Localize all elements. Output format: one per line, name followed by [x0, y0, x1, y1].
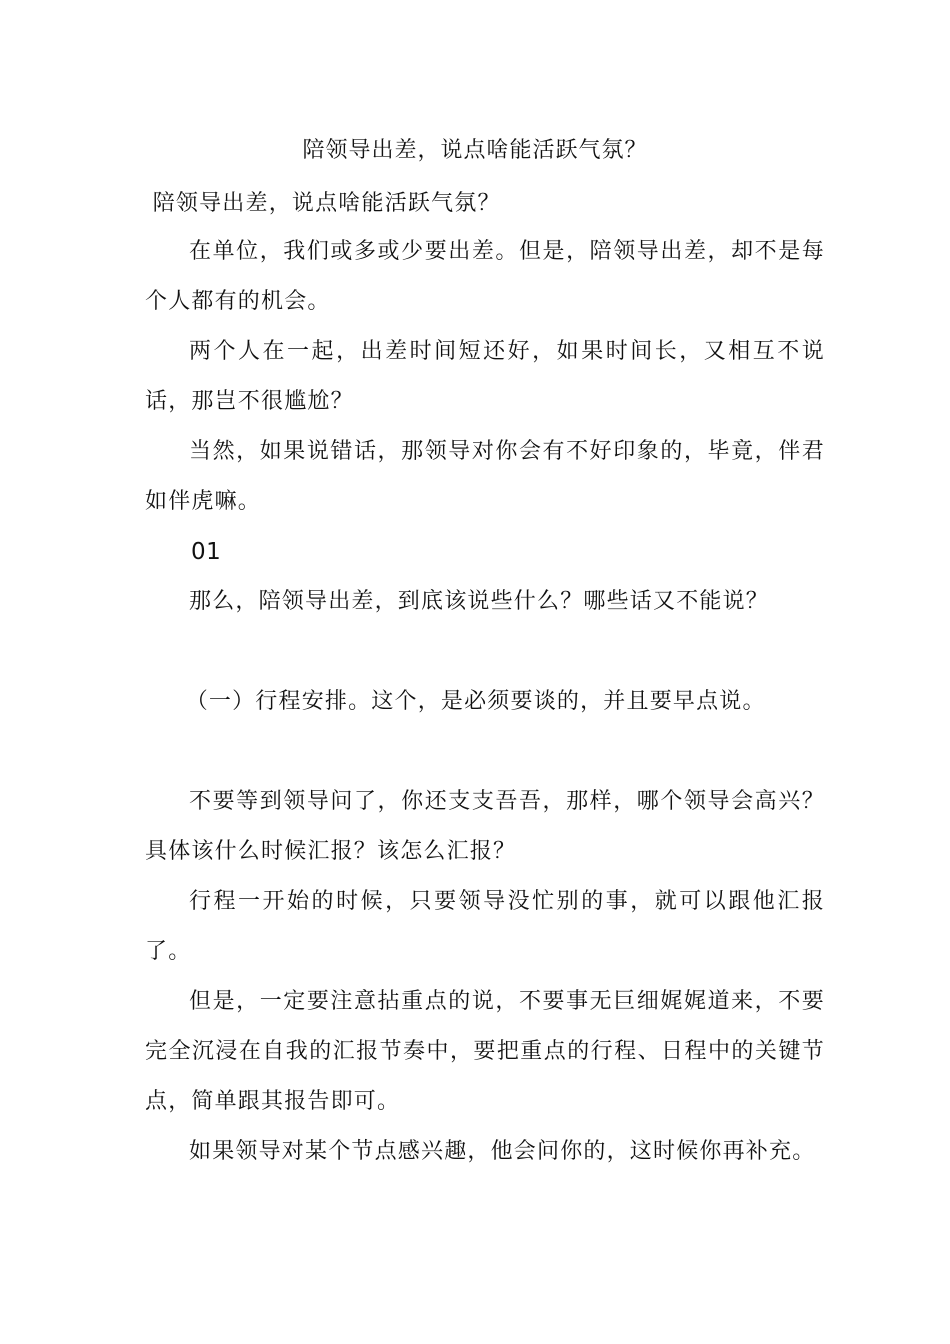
body-paragraph: 两个人在一起，出差时间短还好，如果时间长，又相互不说话，那岂不很尴尬？ — [145, 339, 825, 414]
body-paragraph: 行程一开始的时候，只要领导没忙别的事，就可以跟他汇报了。 — [145, 889, 825, 964]
body-paragraph: 那么，陪领导出差，到底该说些什么？哪些话又不能说？ — [189, 589, 770, 614]
body-paragraph: 不要等到领导问了，你还支支吾吾，那样，哪个领导会高兴？具体该什么时候汇报？该怎么汇报？ — [145, 789, 825, 864]
body-paragraph: 但是，一定要注意拈重点的说，不要事无巨细娓娓道来，不要完全沉浸在自我的汇报节奏中，要把重点的行程、日程中的关键节点，简单跟其报告即可。 — [145, 989, 825, 1114]
body-paragraph: 在单位，我们或多或少要出差。但是，陪领导出差，却不是每个人都有的机会。 — [145, 239, 825, 314]
subtitle-paragraph: 陪领导出差，说点啥能活跃气氛？ — [152, 191, 501, 216]
section-number: 01 — [191, 539, 222, 565]
body-paragraph: 当然，如果说错话，那领导对你会有不好印象的，毕竟，伴君如伴虎嘛。 — [145, 439, 825, 514]
body-paragraph: 如果领导对某个节点感兴趣，他会问你的，这时候你再补充。 — [189, 1139, 816, 1164]
section-heading: （一）行程安排。这个，是必须要谈的，并且要早点说。 — [185, 689, 766, 714]
document-body — [145, 181, 825, 1177]
page-title: 陪领导出差，说点啥能活跃气氛？ — [302, 138, 648, 163]
